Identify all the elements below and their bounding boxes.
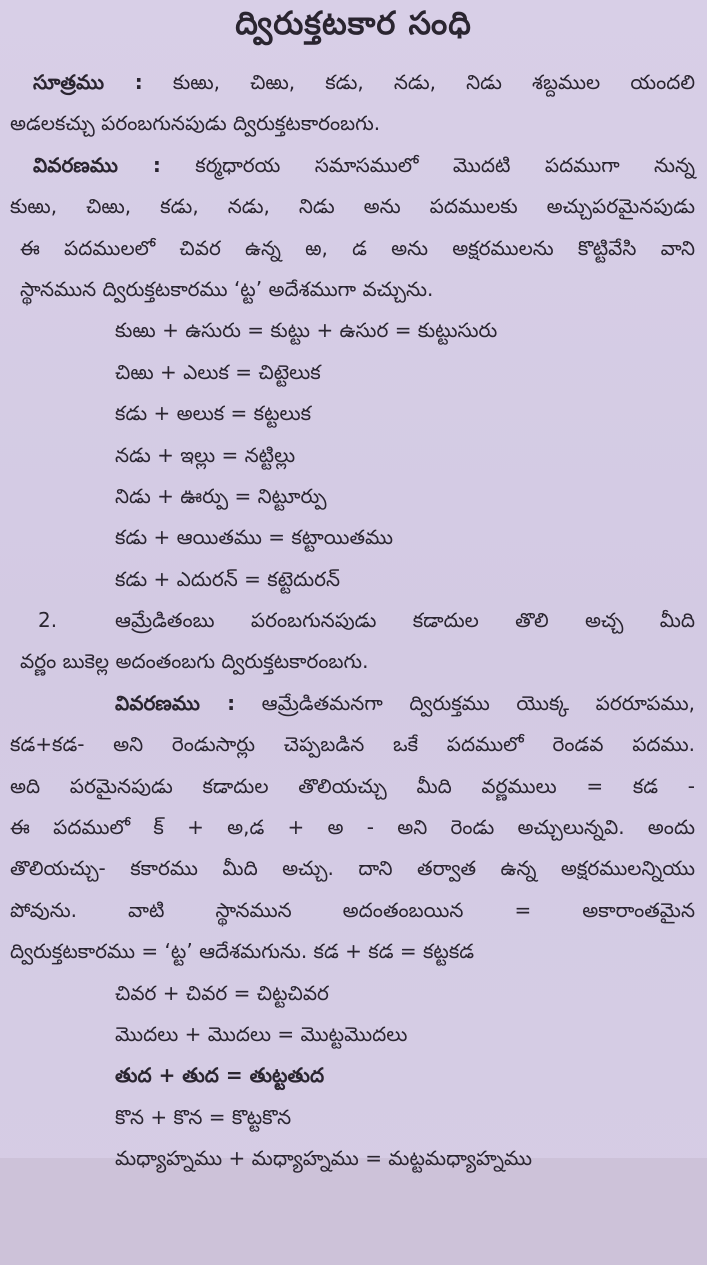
vivaranam-label: వివరణము : — [33, 152, 161, 177]
example: చివర + చివర = చిట్టచివర — [115, 980, 329, 1005]
vivaranam-line: స్థానమున ద్విరుక్తటకారము ‘ట్ట’ అదేశముగా వచ్చును. — [20, 276, 434, 301]
text: ఆమ్రేడితమనగా ద్విరుక్తము యొక్క పరరూపము, — [261, 690, 695, 715]
example: కుఱు + ఉసురు = కుట్టు + ఉసుర = కుట్టుసురు — [115, 318, 498, 343]
vivaranam2-line: పోవును. వాటి స్థానమున అదంతంబయిన = అకారాంతమైన — [10, 897, 695, 922]
vivaranam2-line: ఈ పదములో క్ + అ,డ + అ - అని రెండు అచ్చులున్నవి. అందు — [10, 815, 695, 840]
example: మధ్యాహ్నము + మధ్యాహ్నము = మట్టమధ్యాహ్నము — [115, 1146, 533, 1171]
page-title: ద్విరుక్తటకార సంధి — [235, 4, 472, 42]
sutram-line: అడలకచ్చు పరంబగునపుడు ద్విరుక్తటకారంబగు. — [10, 111, 381, 136]
vivaranam-line — [10, 145, 695, 186]
vivaranam2-line: తొలియచ్చు- కకారము మీది అచ్చు. దాని తర్వాత ఉన్న అక్షరములన్నియు — [10, 856, 695, 881]
example: కడు + అలుక = కట్టలుక — [115, 401, 312, 426]
vivaranam2-line — [10, 683, 695, 724]
text: కుఱు, చిఱు, కడు, నడు, నిడు శబ్దముల యందలి — [172, 70, 695, 94]
example: కడు + ఎదురన్ = కట్టెదురన్ — [115, 566, 341, 591]
example: కడు + ఆయితము = కట్టాయితము — [115, 525, 394, 550]
vivaranam2-line: అది పరమైనపుడు కడాదుల తొలియచ్చు మీది వర్ణములు = కడ - — [10, 773, 695, 798]
vivaranam2-line: కడ+కడ- అని రెండుసార్లు చెప్పబడిన ఒకే పదములో రెండవ పదము. — [10, 732, 695, 757]
example: కొన + కొన = కొట్టకొన — [115, 1104, 292, 1129]
rule2-line — [10, 600, 695, 641]
document-body — [10, 62, 695, 1180]
sutram-line — [10, 62, 695, 103]
vivaranam-line: కుఱు, చిఱు, కడు, నడు, నిడు అను పదములకు అచ్చుపరమైనపుడు — [10, 194, 695, 219]
example: చిఱు + ఎలుక = చిట్టెలుక — [115, 359, 321, 384]
text: ఆమ్రేడితంబు పరంబగునపుడు కడాదుల తొలి అచ్చ మీది — [115, 608, 695, 633]
vivaranam-line: ఈ పదములలో చివర ఉన్న ఱ, డ అను అక్షరములను కొట్టివేసి వాని — [20, 235, 695, 260]
rule-number: 2. — [38, 608, 58, 633]
vivaranam2-line: ద్విరుక్తటకారము = ‘ట్ట’ ఆదేశమగును. కడ + కడ = కట్టకడ — [10, 939, 475, 964]
example: తుద + తుద = తుట్టతుద — [115, 1063, 325, 1088]
example: నడు + ఇల్లు = నట్టిల్లు — [115, 442, 296, 467]
rule2-line: వర్ణం బుకెల్ల అదంతంబగు ద్విరుక్తటకారంబగు. — [20, 649, 369, 674]
example: నిడు + ఊర్పు = నిట్టూర్పు — [115, 483, 327, 508]
example: మొదలు + మొదలు = మొట్టమొదలు — [115, 1021, 408, 1046]
vivaranam2-label: వివరణము : — [115, 690, 236, 715]
text: కర్మధారయ సమాసములో మొదటి పదముగా నున్న — [195, 152, 695, 177]
sutram-label: సూత్రము : — [33, 70, 143, 94]
